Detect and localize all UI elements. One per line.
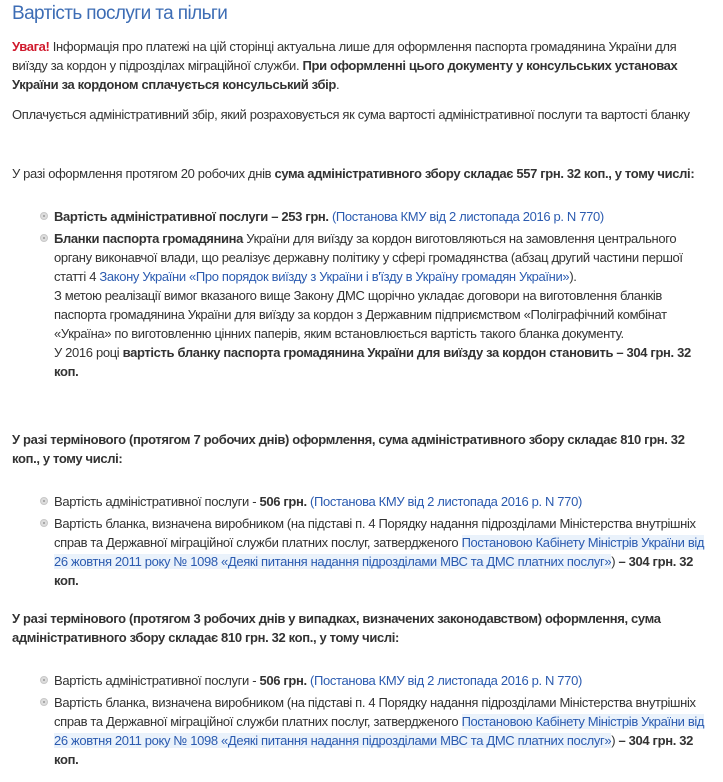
s2-i1-bold: 506 грн. <box>259 494 307 509</box>
bullet-icon <box>40 212 48 220</box>
s3-i2-bold: – 304 грн. 32 коп. <box>54 733 693 767</box>
notice-text: Інформація про платежі на цій сторінці актуальна лише для оформлення паспорта громадянина України для виїзду за кордон у підрозділах міграційної служби. <box>12 39 677 73</box>
s1-pre: У разі оформлення протягом 20 робочих днів <box>12 166 275 181</box>
list-item <box>40 492 715 511</box>
section-1-list <box>12 207 715 381</box>
s3-i1-text: Вартість адміністративної послуги - <box>54 673 260 688</box>
section-3-list <box>12 671 715 769</box>
s1-i2-p3-bold: вартість бланку паспорта громадянина України для виїзду за кордон становить – 304 грн. 32 коп. <box>54 345 691 379</box>
list-item <box>40 229 715 381</box>
bullet-icon <box>40 234 48 242</box>
resolution-1098-link[interactable]: Постановою Кабінету Міністрів України від 26 жовтня 2011 року № 1098 «Деякі питання надання підрозділами МВС та ДМС платних послуг» <box>54 714 705 748</box>
section-3-heading <box>12 609 715 647</box>
notice <box>12 37 715 94</box>
s2-i2-text2: ) <box>611 554 619 569</box>
section-2-heading <box>12 430 715 468</box>
s1-i2-bold: Бланки паспорта громадянина <box>54 231 243 246</box>
s1-i1-bold: Вартість адміністративної послуги – 253 грн. <box>54 209 329 224</box>
warning-label: Увага! <box>12 39 50 54</box>
s1-i2-p2: З метою реалізації вимог вказаного вище Закону ДМС щорічно укладає договори на виготовлення бланків паспорта громадянина України для виїзду за кордон з Державним підприємством «Поліграфічний комбінат «Україна» по виготовленню цінних паперів, яким встановлюється вартість такого бланка документу. <box>54 288 667 341</box>
s3-i2-text2: ) <box>611 733 619 748</box>
resolution-link[interactable]: (Постанова КМУ від 2 листопада 2016 р. N 770) <box>310 673 582 688</box>
notice-end: . <box>336 77 340 92</box>
s1-i2-p3-pre: У 2016 році <box>54 345 123 360</box>
law-link[interactable]: Закону України «Про порядок виїзду з України і в'їзду в Україну громадян України» <box>99 269 570 284</box>
bullet-icon <box>40 497 48 505</box>
s2-i2-text: Вартість бланка, визначена виробником (на підставі п. 4 Порядку надання підрозділами Міністерства внутрішніх справ та Державної міграційної служби платних послуг, затвердженого <box>54 516 696 550</box>
s3-heading: У разі термінового (протягом 3 робочих днів у випадках, визначених законодавством) оформлення, сума адміністративного збору складає 810 грн. 32 коп., у тому числі: <box>12 611 661 645</box>
s2-i1-text: Вартість адміністративної послуги - <box>54 494 260 509</box>
list-item <box>40 207 715 226</box>
content <box>0 3 723 769</box>
bullet-icon <box>40 519 48 527</box>
s3-i1-bold: 506 грн. <box>259 673 307 688</box>
section-1-heading <box>12 164 715 183</box>
s2-heading: У разі термінового (протягом 7 робочих днів) оформлення, сума адміністративного збору складає 810 грн. 32 коп., у тому числі: <box>12 432 685 466</box>
bullet-icon <box>40 676 48 684</box>
notice-bold: При оформленні цього документу у консульських установах України за кордоном сплачується консульський збір <box>12 58 678 92</box>
intro: Оплачується адміністративний збір, який розраховується як сума вартості адміністративної послуги та вартості бланку <box>12 107 690 122</box>
s1-bold: сума адміністративного збору складає 557 грн. 32 коп., у тому числі: <box>274 166 695 181</box>
s1-i2-text2: ). <box>569 269 577 284</box>
resolution-link[interactable]: (Постанова КМУ від 2 листопада 2016 р. N 770) <box>331 209 604 224</box>
page-title: Вартість послуги та пільги <box>12 3 228 24</box>
s3-i2-text: Вартість бланка, визначена виробником (на підставі п. 4 Порядку надання підрозділами Міністерства внутрішніх справ та Державної міграційної служби платних послуг, затвердженого <box>54 695 696 729</box>
section-2-list <box>12 492 715 590</box>
s1-i2-text: України для виїзду за кордон виготовляються на замовлення центрального органу виконавчої влади, що реалізує державну політику у сфері громадянства (абзац другий частини першої статті 4 <box>54 231 683 284</box>
list-item <box>40 514 715 590</box>
list-item <box>40 671 715 690</box>
resolution-link[interactable]: (Постанова КМУ від 2 листопада 2016 р. N 770) <box>310 494 582 509</box>
resolution-1098-link[interactable]: Постановою Кабінету Міністрів України від 26 жовтня 2011 року № 1098 «Деякі питання надання підрозділами МВС та ДМС платних послуг» <box>54 535 705 569</box>
list-item <box>40 693 715 769</box>
s2-i2-bold: – 304 грн. 32 коп. <box>54 554 693 588</box>
bullet-icon <box>40 698 48 706</box>
